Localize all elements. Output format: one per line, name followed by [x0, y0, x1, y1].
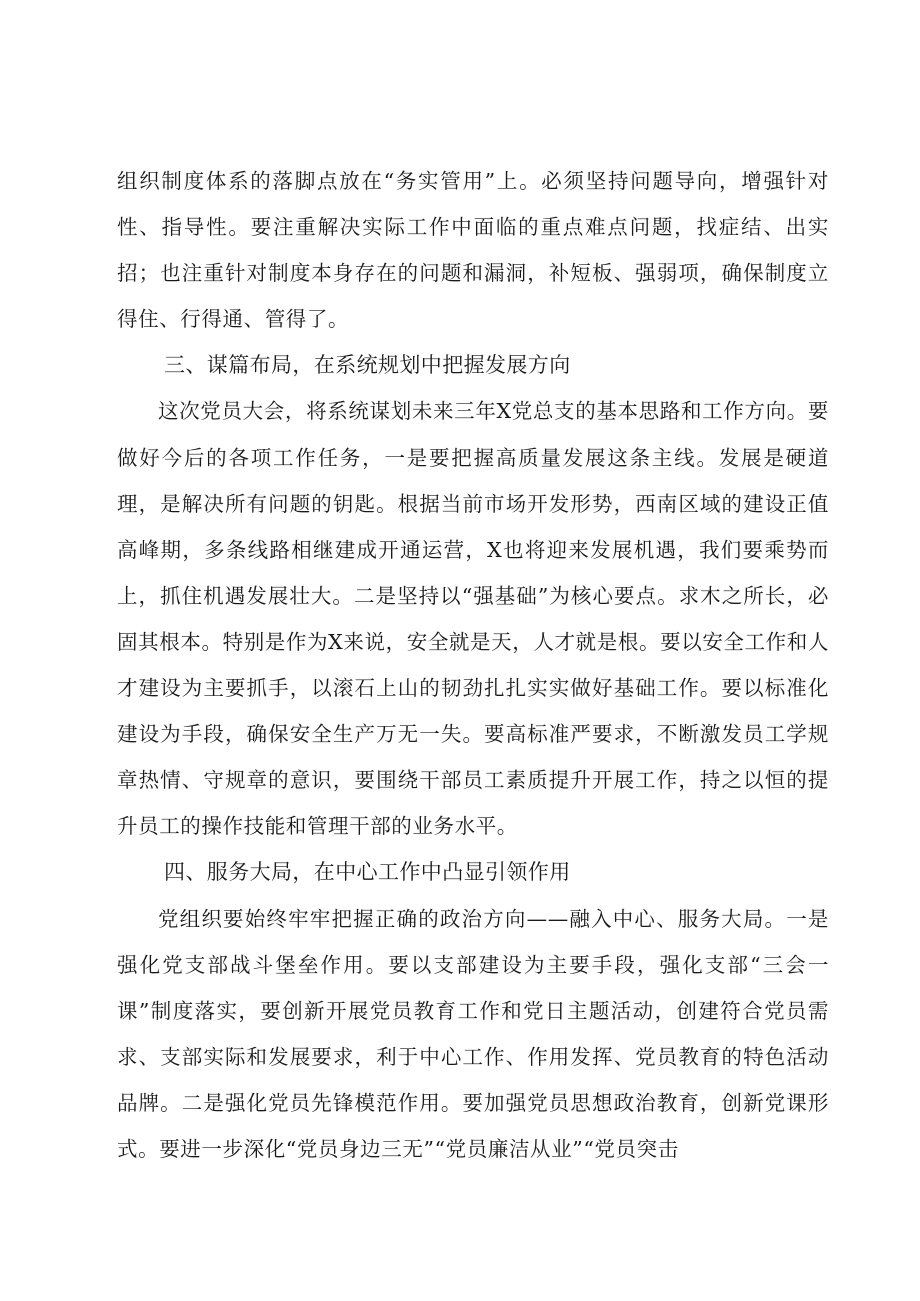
section-heading-3: 三、谋篇布局，在系统规划中把握发展方向: [164, 353, 571, 378]
body-paragraph-3: 党组织要始终牢牢把握正确的政治方向——融入中心、服务大局。一是强化党支部战斗堡垒作用。要以支部建设为主要手段，强化支部“三会一课”制度落实，要创新开展党员教育工作和党日主题活动，创建符合党员需求、支部实际和发展要求，利于中心工作、作用发挥、党员教育的特色活动品牌。二是强化党员先锋模范作用。要加强党员思想政治教育，创新党课形式。要进一步深化“党员身边三无”“党员廉洁从业”“党员突击: [117, 906, 829, 1161]
document-body: [117, 158, 829, 1172]
body-paragraph-1: 组织制度体系的落脚点放在“务实管用”上。必须坚持问题导向，增强针对性、指导性。要注重解决实际工作中面临的重点难点问题，找症结、出实招；也注重针对制度本身存在的问题和漏洞，补短板、强弱项，确保制度立得住、行得通、管得了。: [117, 169, 829, 332]
body-paragraph-2: 这次党员大会，将系统谋划未来三年X党总支的基本思路和工作方向。要做好今后的各项工作任务，一是要把握高质量发展这条主线。发展是硬道理，是解决所有问题的钥匙。根据当前市场开发形势，西南区域的建设正值高峰期，多条线路相继建成开通运营，X也将迎来发展机遇，我们要乘势而上，抓住机遇发展壮大。二是坚持以“强基础”为核心要点。求木之所长，必固其根本。特别是作为X来说，安全就是天，人才就是根。要以安全工作和人才建设为主要抓手，以滚石上山的韧劲扎扎实实做好基础工作。要以标准化建设为手段，确保安全生产万无一失。要高标准严要求，不断激发员工学规章热情、守规章的意识，要围绕干部员工素质提升开展工作，持之以恒的提升员工的操作技能和管理干部的业务水平。: [117, 399, 829, 839]
section-heading-4: 四、服务大局，在中心工作中凸显引领作用: [164, 860, 571, 885]
